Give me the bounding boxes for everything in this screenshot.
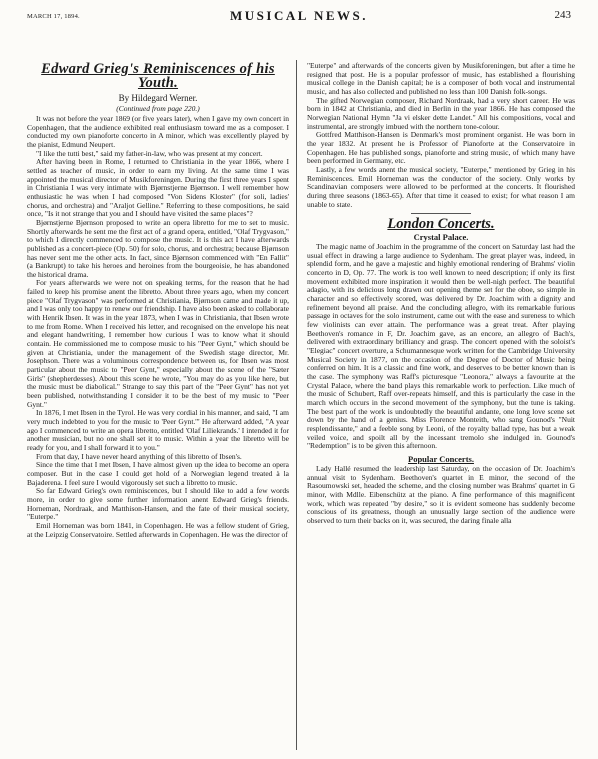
paragraph: From that day, I have never heard anything of this libretto of Ibsen's.: [36, 451, 242, 461]
paragraph: The magic name of Joachim in the programme of the concert on Saturday last had the usual effect in drawing a large audience to Sydenham. The great player was, indeed, in splendid form, and he gave a majestic and highly emotional rendering of Brahms' violin concerto in D, Op. 77. The work is too well known to need description; if only its first movement exhibited more inspiration it would then be well-nigh perfect. The beautiful adagio, with its delicious long drawn out opening theme set for the oboe, so simple in character and so effectively scored, was delivered by Dr. Joachim with a dignity and refinement beyond all praise. And the concluding allegro, with its remarkable furious passage in octaves for the solo instrument, came out with the ease and sureness to which few violinists can ever attain. The performance was a great treat. After playing Beethoven's romance in F, Dr. Joachim gave, as an encore, an allegro of Bach's, delivered with extraordinary brilliancy and grasp. The concert opened with the soloist's "Elegiac" concert overture, a Schumannesque work written for the Cambridge University Musical Society in 1877, on the occasion of the Degree of Doctor of Music being conferred on him. It is a classic and fine work, and deserves to be better known than is the case. The symphony was Raff's picturesque "Leonora," always a favourite at the Crystal Palace, where the band plays this remarkable work to perfection. Like much of the music of Schubert, Raff over-repeats himself, and this is particularly the case in the march which occurs in the second movement of the symphony, but the tune is taking. The best part of the work is undoubtedly the beautiful andante, one long love scene set down by the hand of a genius. Miss Florence Monteith, who sang Gounod's "Nuit resplendissante," and a feeble song by Leoni, of the royalty ballad type, has but a weak veiled voice, and spoilt all by the incessant tremolo she indulged in. Gounod's "Redemption" is to be given this afternoon.: [307, 242, 575, 451]
paragraph: Bjørnstjerne Bjørnson proposed to write an opera libretto for me to set to music. Shortly afterwards he sent me the first act of a grand opera, entitled, "Olaf Trygvason," to which I directly commenced to compose the music. It is this act I have afterwards published as a concert-piece (Op. 50) for solo, chorus, and orchestra; because Bjørnson has never sent me the other acts. In fact, since Bjørnson commenced with "En Fallit" (a Bankrupt) to take his heroes and heroines from the bourgeoisie, he has abandoned the historical drama.: [27, 217, 289, 279]
paragraph: In 1876, I met Ibsen in the Tyrol. He was very cordial in his manner, and said, "I am very much indebted to you for the music to 'Peer Gynt.'" He afterward added, "A year ago I commenced to write an opera libretto, entitled 'Olaf Liliekrands.' I intended it for another musician, but no one shall set it to music. Within a year the libretto will be ready for you, and I shall forward it to you.": [27, 408, 289, 452]
paragraph: Lastly, a few words anent the musical society, "Euterpe," mentioned by Grieg in his Reminiscences. Emil Horneman was the conductor of the society. Only works by Scandinavian composers were allowed to be performed at the concerts. It flourished during three seasons (1863-65). After that time it ceased to exist; for what reason I am unable to state.: [307, 164, 575, 209]
paragraph: Lady Hallé resumed the leadership last Saturday, on the occasion of Dr. Joachim's annual visit to Sydenham. Beethoven's quartet in E minor, the second of the Rasoumowski set, headed the scheme, and the closing number was Brahms' quartet in G minor, with Mdlle. Eibenschütz at the piano. A fine performance of this magnificent work, which was repeated "by desire," so it is evident someone has suddenly become conscious of its greatness, though an unusually large section of the audience were observed to turn their backs on it, was secured, the daring finale alla: [307, 463, 575, 525]
paragraph: After having been in Rome, I returned to Christiania in the year 1866, where I settled as teacher of music, in order to earn my living. At the same time I was appointed the musical director of Musikforeningen. During the first three years I spent in Christiania I was very intimate with Bjørnstjerne Bjørnson. I well remember how enthusiastic he was when I had composed "Von Sidens Kloster" (for soli, ladies' chorus, and orchestra) and "Araljot Gelline." Referring to these compositions, he said once, "Is it not strange that you and I should have visited the same places"?: [27, 157, 289, 219]
section-divider: [411, 213, 471, 214]
paragraph: Since the time that I met Ibsen, I have almost given up the idea to become an opera composer. But in the case I could get hold of a Norwegian legend treated à la Bajaderena. I feel sure I would vigorously set such a libretto to music.: [27, 460, 289, 487]
subsection-title: Popular Concerts.: [408, 453, 474, 464]
issue-date: MARCH 17, 1894.: [27, 13, 80, 20]
column-divider: [296, 60, 297, 750]
page-header: [0, 0, 598, 50]
publication-title: MUSICAL NEWS.: [230, 8, 368, 23]
page-number: 243: [554, 9, 571, 21]
subsection-title: Crystal Palace.: [413, 232, 469, 243]
continued-note: (Continued from page 220.): [116, 104, 200, 113]
paragraph: It was not before the year 1869 (or five years later), when I gave my own concert in Copenhagen, that the audience exhibited real enthusiasm toward me as a composer. I conducted my own pianoforte concerto in A minor, which was excellently played by the pianist, Edmund Neupert.: [27, 114, 289, 149]
left-column: [27, 62, 289, 539]
paragraph: The gifted Norwegian composer, Richard Nordraak, had a very short career. He was born in 1842 at Christiania, and died in Berlin in the year 1866. He has composed the Norwegian National Hymn "Ja vi elsker dette Landet." All his compositions, vocal and instrumental, are strongly imbued with the northern tone-colour.: [307, 95, 575, 131]
paragraph: So far Edward Grieg's own reminiscences, but I should like to add a few words more, in order to give some further information anent Edward Grieg's friends. Horneman, Nordraak, and Matthison-Hansen, and the fate of their musical society, "Euterpe.": [27, 486, 289, 522]
paragraph: For years afterwards we were not on speaking terms, for the reason that he had failed to keep his promise anent the libretto. About three years ago, when my concert piece "Olaf Trygvason" was performed at Christiania, Bjørnson came and made it up, and I was only too happy to renew our friendship. I have also been asked to collaborate with Henrik Ibsen. It was in the year 1873, when I was in Christiania, that Ibsen wrote to me from Rome. When I received his letter, and recognised on the envelope his neat and elegant handwriting, I remember how curious I was to know what it should contain. He commissioned me to compose music to his "Peer Gynt," which should be given at Christiania, under the management of the Swedish stage director, Mr. Josephson. There was a voluminous correspondence between us, for Ibsen was most particular about the music to "Peer Gynt," especially about the scene of the "Sæter Girls" (shepherdesses). About this scene he wrote, "You may do as you like here, but the music must be diabolical." Strange to say this part of the "Peer Gynt" has not yet been published, notwithstanding I consider it to be the best of my music to "Peer Gynt.": [27, 278, 289, 409]
paragraph: Gottfred Matthison-Hansen is Denmark's most prominent organist. He was born in the year 1832. At present he is Professor of Pianoforte at the Conservatoire in Copenhagen. He has published songs, pianoforte and string music, of which many have been performed in Germany, etc.: [307, 130, 575, 166]
paragraph: Emil Horneman was born 1841, in Copenhagen. He was a fellow student of Grieg, at the Leipzig Conservatoire. Settled afterwards in Copenhagen. He was the director of: [27, 520, 289, 539]
paragraph: "Euterpe" and afterwards of the concerts given by Musikforeningen, but after a time he resigned that post. He is a popular professor of music, has established a flourishing musical college in the Danish capital; he is a composer of both vocal and instrumental music, and has also collected and published no less than 100 Danish folk-songs.: [307, 61, 575, 96]
article-title: Edward Grieg's Reminiscences of his Youth.: [41, 61, 275, 91]
article-byline: By Hildegard Werner.: [118, 93, 198, 103]
paragraph: "I like the tutti best," said my father-in-law, who was present at my concert.: [36, 148, 263, 158]
section-title: London Concerts.: [387, 216, 495, 233]
right-column: [307, 62, 575, 526]
